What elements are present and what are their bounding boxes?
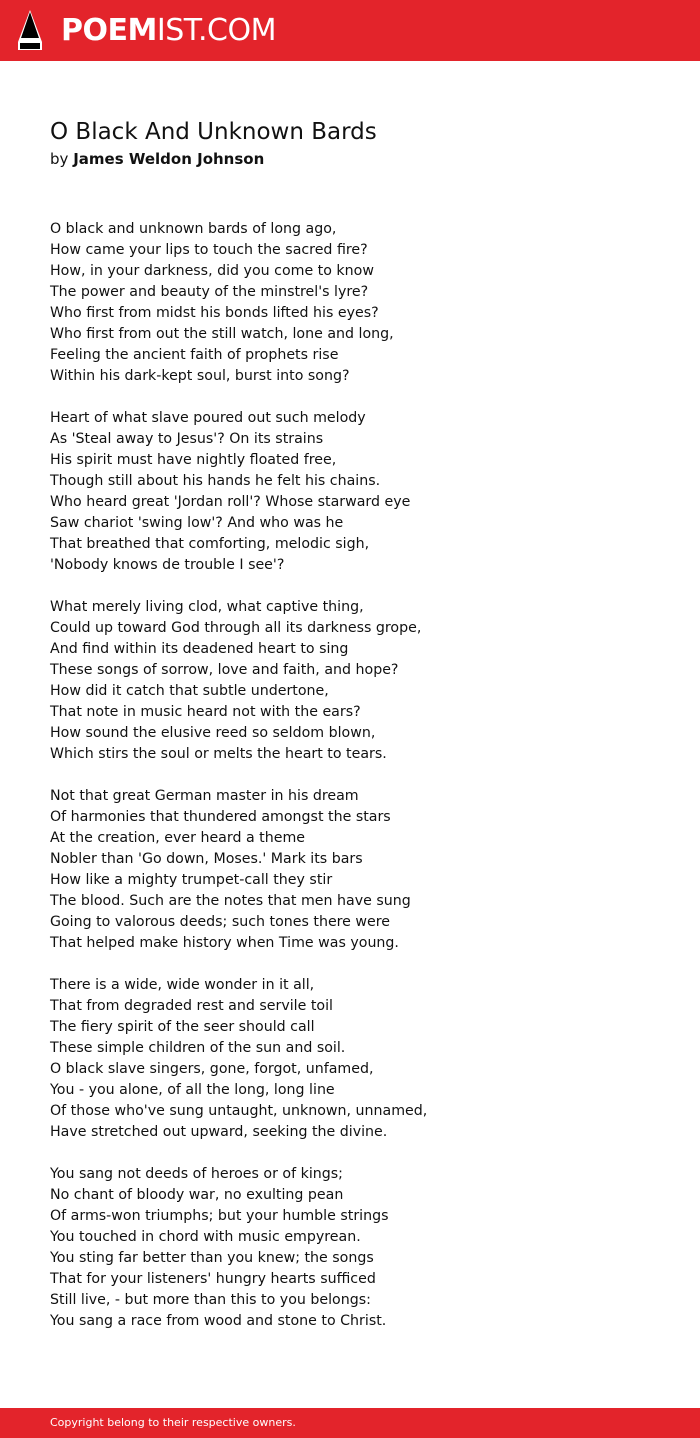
poem-line: His spirit must have nightly floated free,: [50, 452, 337, 468]
stanza: [50, 1164, 670, 1332]
poem-line: Going to valorous deeds; such tones there were: [50, 914, 391, 930]
poem-line: Feeling the ancient faith of prophets rise: [50, 347, 339, 363]
poem-line: You touched in chord with music empyrean.: [50, 1229, 361, 1245]
site-footer: [0, 1408, 700, 1438]
stanza: [50, 597, 670, 765]
poem-line: These simple children of the sun and soil.: [50, 1040, 346, 1056]
poem-line: And find within its deadened heart to sing: [50, 641, 349, 657]
poem-line: How sound the elusive reed so seldom blown,: [50, 725, 376, 741]
poem-line: Within his dark-kept soul, burst into song?: [50, 368, 350, 384]
poem-line: Nobler than 'Go down, Moses.' Mark its bars: [50, 851, 363, 867]
poem-line: At the creation, ever heard a theme: [50, 830, 306, 846]
poem-line: 'Nobody knows de trouble I see'?: [50, 557, 285, 573]
poem-line: You sang not deeds of heroes or of kings;: [50, 1166, 343, 1182]
stanza: [50, 975, 670, 1143]
poem-title: O Black And Unknown Bards: [50, 119, 377, 145]
poem-line: That breathed that comforting, melodic sigh,: [50, 536, 370, 552]
logo-light-text: IST.COM: [156, 13, 276, 48]
poem-line: That for your listeners' hungry hearts sufficed: [50, 1271, 376, 1287]
stanza: [50, 786, 670, 954]
poem-line: How came your lips to touch the sacred fire?: [50, 242, 368, 258]
poem-line: How like a mighty trumpet-call they stir: [50, 872, 333, 888]
poem-line: You sang a race from wood and stone to Christ.: [50, 1313, 387, 1329]
poem-line: What merely living clod, what captive thing,: [50, 599, 364, 615]
logo-bold-text: POEM: [61, 13, 157, 48]
poem-line: O black and unknown bards of long ago,: [50, 221, 337, 237]
poem-line: Who first from midst his bonds lifted his eyes?: [50, 305, 379, 321]
poem-line: These songs of sorrow, love and faith, and hope?: [50, 662, 399, 678]
poem-line: Who first from out the still watch, lone and long,: [50, 326, 394, 342]
site-logo[interactable]: [61, 12, 276, 50]
poem-line: Of arms-won triumphs; but your humble strings: [50, 1208, 389, 1224]
poem-line: The power and beauty of the minstrel's lyre?: [50, 284, 369, 300]
poem-line: Not that great German master in his dream: [50, 788, 359, 804]
poem-line: You sting far better than you knew; the songs: [50, 1250, 374, 1266]
copyright-text: Copyright belong to their respective owners.: [50, 1416, 296, 1429]
author-name: James Weldon Johnson: [73, 150, 265, 168]
poem-line: Who heard great 'Jordan roll'? Whose starward eye: [50, 494, 411, 510]
poem-line: Of those who've sung untaught, unknown, unnamed,: [50, 1103, 428, 1119]
by-label: by: [50, 150, 69, 168]
byline: [50, 148, 264, 170]
poem-line: Of harmonies that thundered amongst the stars: [50, 809, 391, 825]
poem-line: That helped make history when Time was young.: [50, 935, 399, 951]
poem-line: Which stirs the soul or melts the heart to tears.: [50, 746, 387, 762]
poem-line: O black slave singers, gone, forgot, unfamed,: [50, 1061, 374, 1077]
poem-line: That from degraded rest and servile toil: [50, 998, 333, 1014]
poem-line: You - you alone, of all the long, long line: [50, 1082, 335, 1098]
poem-line: That note in music heard not with the ears?: [50, 704, 361, 720]
pen-nib-icon[interactable]: [17, 9, 43, 51]
poem-line: How, in your darkness, did you come to know: [50, 263, 374, 279]
stanza: [50, 219, 670, 387]
poem-line: Still live, - but more than this to you belongs:: [50, 1292, 371, 1308]
site-header: [0, 0, 700, 61]
stanza: [50, 408, 670, 576]
poem-line: The fiery spirit of the seer should call: [50, 1019, 315, 1035]
poem-line: Have stretched out upward, seeking the divine.: [50, 1124, 388, 1140]
poem-line: Saw chariot 'swing low'? And who was he: [50, 515, 344, 531]
poem-line: There is a wide, wide wonder in it all,: [50, 977, 315, 993]
poem-line: Could up toward God through all its darkness grope,: [50, 620, 422, 636]
poem-line: How did it catch that subtle undertone,: [50, 683, 329, 699]
poem-line: The blood. Such are the notes that men have sung: [50, 893, 411, 909]
poem-line: Heart of what slave poured out such melody: [50, 410, 366, 426]
poem-line: As 'Steal away to Jesus'? On its strains: [50, 431, 324, 447]
poem-line: Though still about his hands he felt his chains.: [50, 473, 381, 489]
poem-body: [50, 219, 670, 1353]
poem-line: No chant of bloody war, no exulting pean: [50, 1187, 344, 1203]
